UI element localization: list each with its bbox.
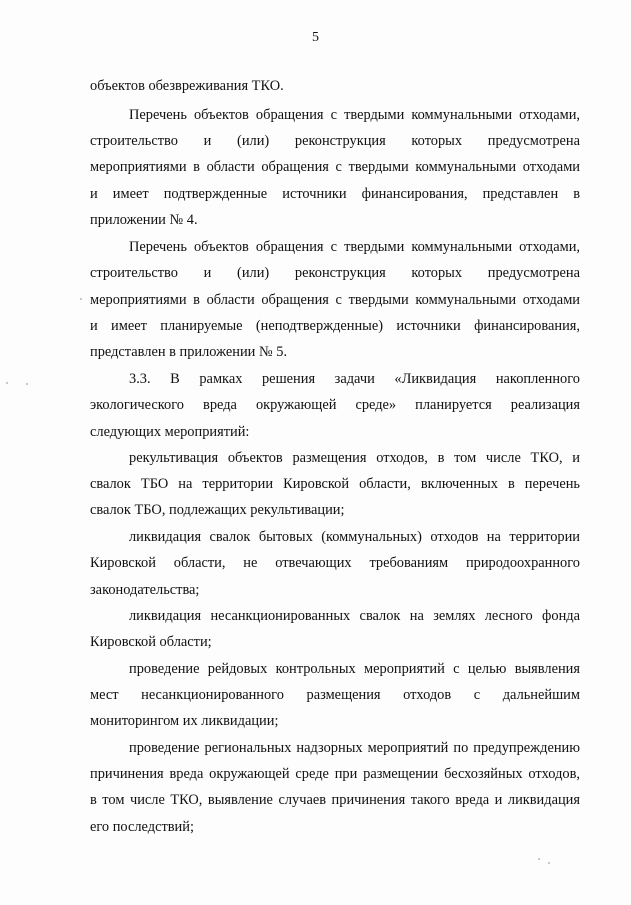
text-line: и имеет подтвержденные источники финансирования, представлен в: [90, 186, 580, 202]
text-line: мероприятиями в области обращения с твердыми коммунальными отходами: [90, 159, 580, 175]
text-line: ликвидация несанкционированных свалок на землях лесного фонда: [129, 608, 580, 624]
scan-speck: [548, 862, 550, 864]
scan-speck: [6, 382, 8, 384]
scan-speck: [80, 298, 82, 300]
text-line: мониторингом их ликвидации;: [90, 713, 279, 729]
text-line: мероприятиями в области обращения с твердыми коммунальными отходами: [90, 292, 580, 308]
text-line: причинения вреда окружающей среде при размещении бесхозяйных отходов,: [90, 766, 580, 782]
text-line: Перечень объектов обращения с твердыми коммунальными отходами,: [129, 239, 580, 255]
page-number: 5: [312, 30, 319, 45]
text-line: его последствий;: [90, 819, 194, 835]
text-line: в том числе ТКО, выявление случаев причинения такого вреда и ликвидация: [90, 792, 580, 808]
text-line: представлен в приложении № 5.: [90, 344, 288, 360]
text-line: законодательства;: [90, 582, 200, 598]
text-line: строительство и (или) реконструкция которых предусмотрена: [90, 265, 580, 281]
scan-speck: [26, 383, 28, 385]
text-line: приложении № 4.: [90, 212, 198, 228]
text-line: строительство и (или) реконструкция которых предусмотрена: [90, 133, 580, 149]
text-line: проведение региональных надзорных мероприятий по предупреждению: [129, 740, 580, 756]
text-line: ликвидация свалок бытовых (коммунальных) отходов на территории: [129, 529, 580, 545]
text-line: и имеет планируемые (неподтвержденные) источники финансирования,: [90, 318, 580, 334]
text-line: объектов обезвреживания ТКО.: [90, 78, 284, 94]
scan-speck: [538, 858, 540, 860]
text-line: Перечень объектов обращения с твердыми коммунальными отходами,: [129, 107, 580, 123]
text-line: проведение рейдовых контрольных мероприятий с целью выявления: [129, 661, 580, 677]
text-line: Кировской области;: [90, 634, 212, 650]
text-line: свалок ТБО, подлежащих рекультивации;: [90, 502, 345, 518]
text-line: 3.3. В рамках решения задачи «Ликвидация накопленного: [129, 371, 580, 387]
text-line: свалок ТБО на территории Кировской области, включенных в перечень: [90, 476, 580, 492]
text-line: Кировской области, не отвечающих требованиям природоохранного: [90, 555, 580, 571]
text-line: экологического вреда окружающей среде» планируется реализация: [90, 397, 580, 413]
text-line: мест несанкционированного размещения отходов с дальнейшим: [90, 687, 580, 703]
text-line: рекультивация объектов размещения отходов, в том числе ТКО, и: [129, 450, 580, 466]
text-line: следующих мероприятий:: [90, 424, 250, 440]
